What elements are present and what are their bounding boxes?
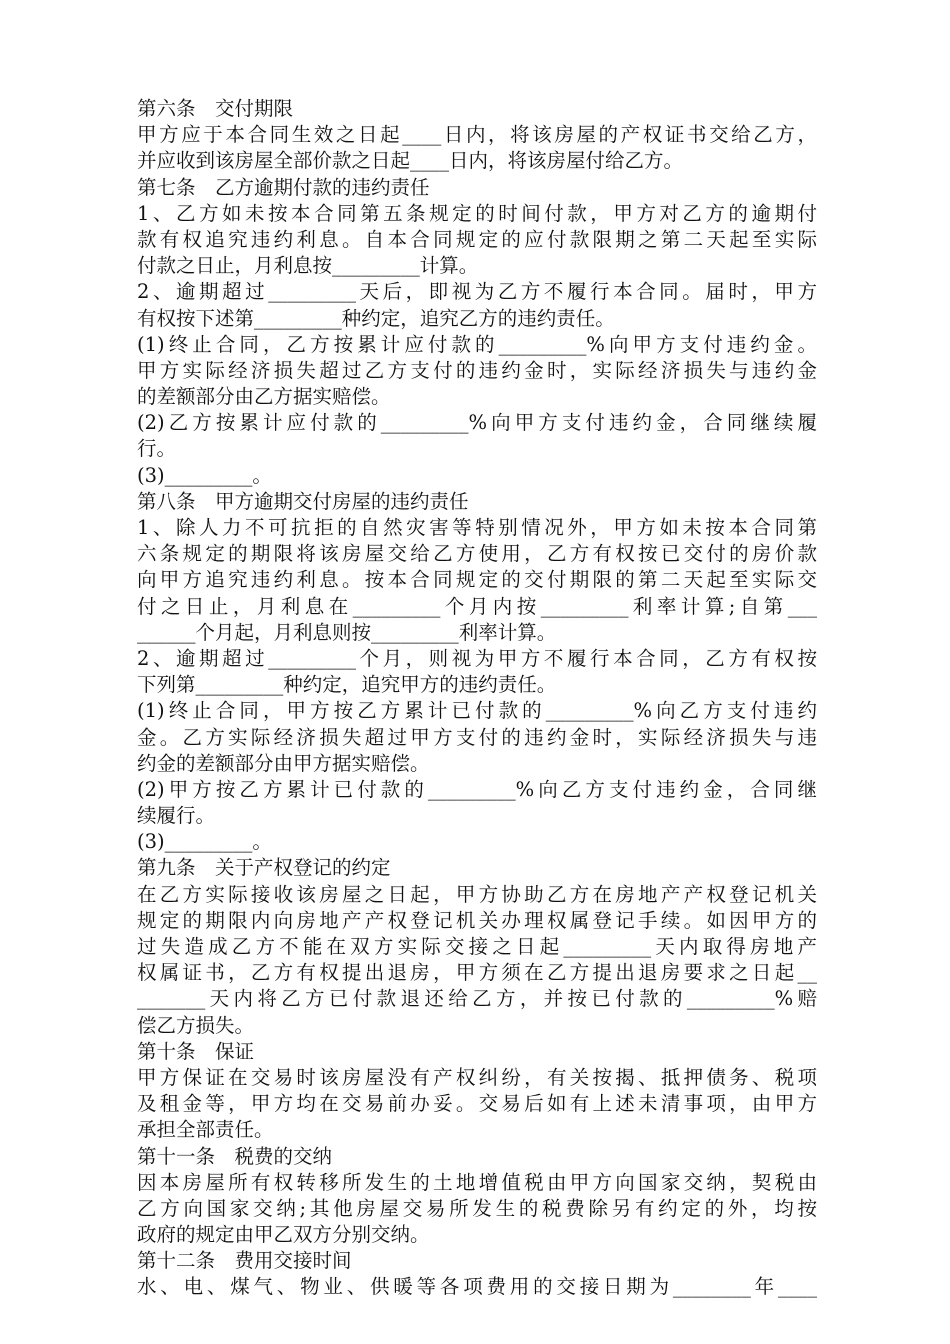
contract-text-line: 行。 [137, 437, 177, 461]
contract-text-line: 乙方向国家交纳;其他房屋交易所发生的税费除另有约定的外，均按 [137, 1196, 817, 1220]
contract-text-line: 续履行。 [137, 804, 216, 828]
contract-text-line: 水、电、煤气、物业、供暖等各项费用的交接日期为________年____ [137, 1275, 817, 1299]
contract-text-line: 在乙方实际接收该房屋之日起，甲方协助乙方在房地产产权登记机关 [137, 882, 817, 906]
contract-text-line: 有权按下述第_________种约定，追究乙方的违约责任。 [137, 306, 615, 330]
contract-text-line: (1)终止合同，乙方按累计应付款的_________%向甲方支付违约金。 [137, 332, 817, 356]
article-heading: 第十一条 税费的交纳 [137, 1144, 333, 1168]
contract-text-line: 付之日止，月利息在_________个月内按_________利率计算;自第___ [137, 594, 817, 618]
contract-text-line: 金。乙方实际经济损失超过甲方支付的违约金时，实际经济损失与违 [137, 725, 817, 749]
contract-text-line: (2)乙方按累计应付款的_________%向甲方支付违约金，合同继续履 [137, 411, 817, 435]
contract-text-line: (3)_________。 [137, 830, 272, 854]
contract-text-line: 六条规定的期限将该房屋交给乙方使用，乙方有权按已交付的房价款 [137, 542, 817, 566]
contract-text-line: 2、逾期超过_________个月，则视为甲方不履行本合同，乙方有权按 [137, 646, 817, 670]
contract-text-line: 款有权追究违约利息。自本合同规定的应付款限期之第二天起至实际 [137, 227, 817, 251]
contract-text-line: 甲方实际经济损失超过乙方支付的违约金时，实际经济损失与违约金 [137, 358, 817, 382]
article-heading: 第九条 关于产权登记的约定 [137, 856, 391, 880]
article-heading: 第七条 乙方逾期付款的违约责任 [137, 175, 430, 199]
contract-text-line: _______天内将乙方已付款退还给乙方，并按已付款的_________%赔 [137, 987, 817, 1011]
contract-text-line: 1、除人力不可抗拒的自然灾害等特别情况外，甲方如未按本合同第 [137, 516, 817, 539]
contract-text-line: 2、逾期超过_________天后，即视为乙方不履行本合同。届时，甲方 [137, 280, 817, 304]
contract-text-line: 1、乙方如未按本合同第五条规定的时间付款，甲方对乙方的逾期付 [137, 201, 817, 225]
contract-text-line: 下列第_________种约定，追究甲方的违约责任。 [137, 673, 557, 697]
contract-text-line: 承担全部责任。 [137, 1118, 274, 1142]
contract-text-line: 规定的期限内向房地产产权登记机关办理权属登记手续。如因甲方的 [137, 908, 817, 932]
contract-text-line: ______个月起，月利息则按_________利率计算。 [137, 620, 557, 644]
contract-text-line: 向甲方追究违约利息。按本合同规定的交付期限的第二天起至实际交 [137, 568, 817, 592]
contract-text-line: 权属证书，乙方有权提出退房，甲方须在乙方提出退房要求之日起__ [137, 961, 817, 985]
contract-text-line: 偿乙方损失。 [137, 1013, 255, 1037]
contract-text-line: 甲方应于本合同生效之日起____日内，将该房屋的产权证书交给乙方， [137, 123, 817, 147]
contract-text-line: 政府的规定由甲乙双方分别交纳。 [137, 1223, 430, 1247]
article-heading: 第十条 保证 [137, 1039, 255, 1063]
article-heading: 第十二条 费用交接时间 [137, 1249, 352, 1273]
contract-text-line: 及租金等，甲方均在交易前办妥。交易后如有上述未清事项，由甲方 [137, 1092, 817, 1116]
contract-text-line: 约金的差额部分由甲方据实赔偿。 [137, 751, 430, 775]
contract-text-line: 付款之日止，月利息按_________计算。 [137, 254, 479, 278]
contract-text-line: 过失造成乙方不能在双方实际交接之日起_________天内取得房地产 [137, 935, 817, 958]
article-heading: 第六条 交付期限 [137, 97, 294, 120]
contract-text-line: 并应收到该房屋全部价款之日起____日内，将该房屋付给乙方。 [137, 149, 684, 173]
contract-document-body [137, 96, 817, 1301]
contract-text-line: 甲方保证在交易时该房屋没有产权纠纷，有关按揭、抵押债务、税项 [137, 1065, 817, 1089]
article-heading: 第八条 甲方逾期交付房屋的违约责任 [137, 489, 469, 513]
contract-text-line: (3)_________。 [137, 463, 272, 487]
contract-text-line: 因本房屋所有权转移所发生的土地增值税由甲方向国家交纳，契税由 [137, 1170, 817, 1194]
contract-text-line: (2)甲方按乙方累计已付款的_________%向乙方支付违约金，合同继 [137, 777, 817, 801]
contract-text-line: 的差额部分由乙方据实赔偿。 [137, 385, 391, 409]
contract-text-line: (1)终止合同，甲方按乙方累计已付款的_________%向乙方支付违约 [137, 699, 817, 723]
